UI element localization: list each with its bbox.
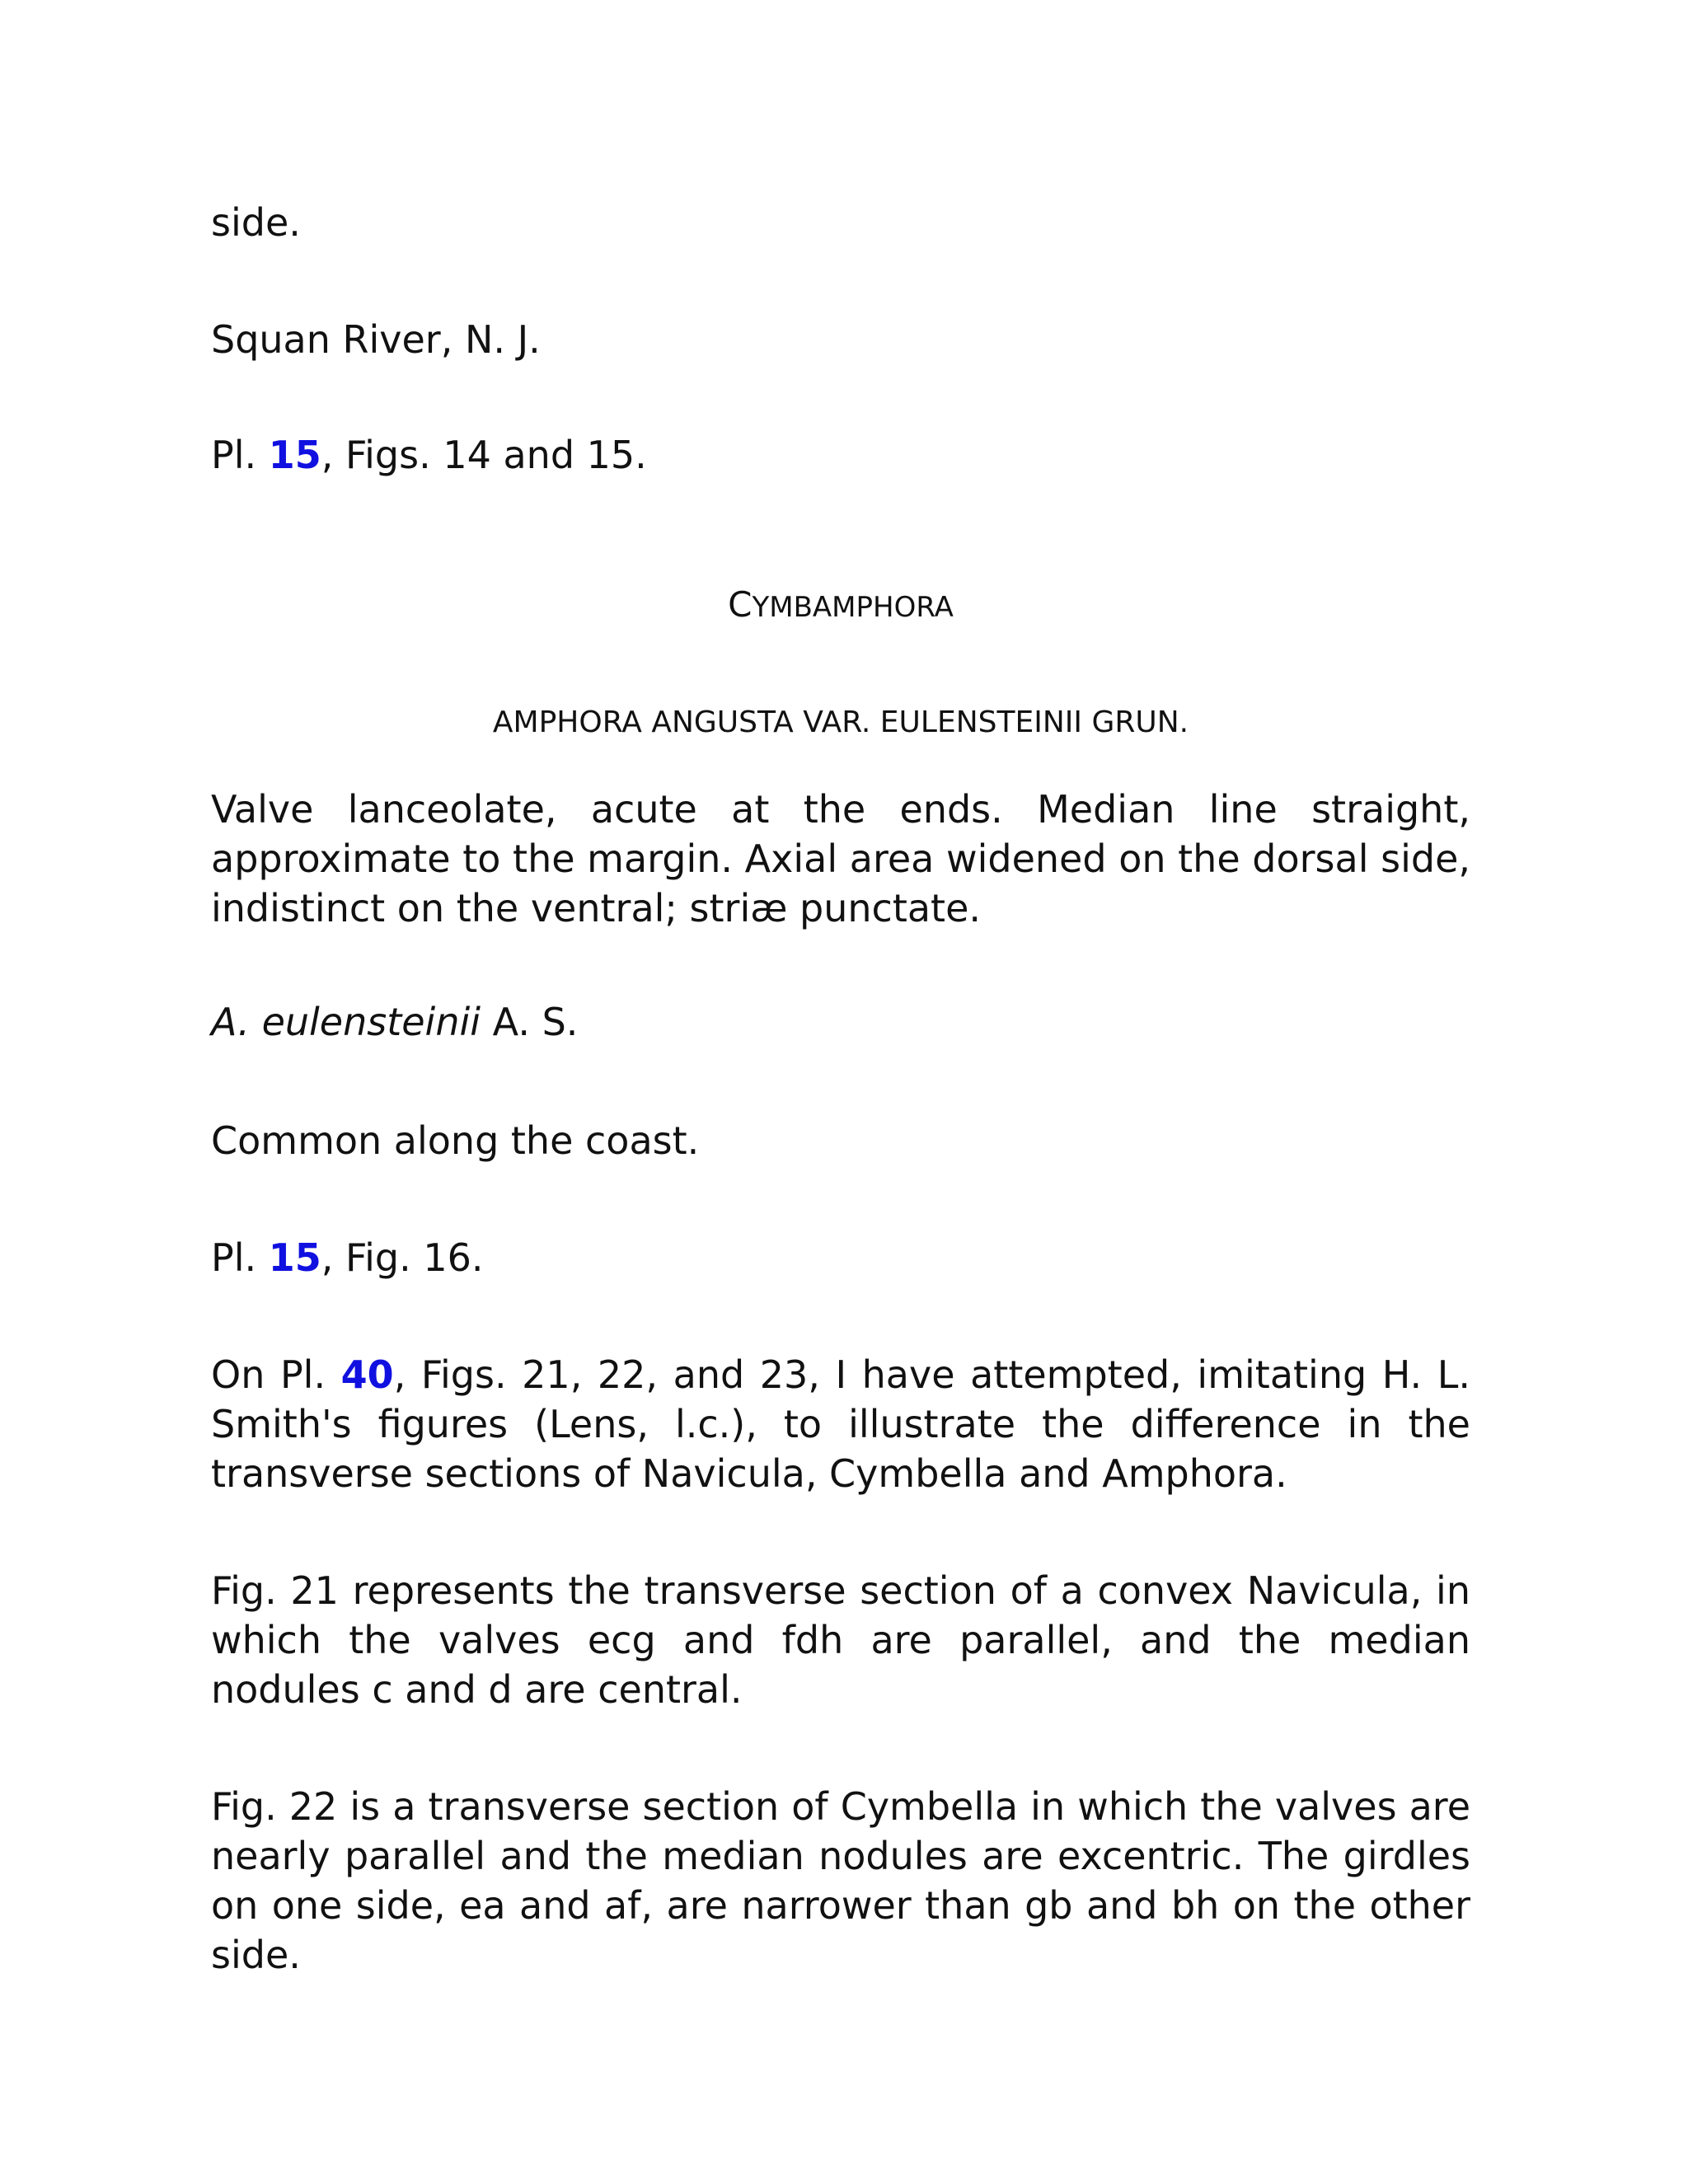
locality-line xyxy=(211,315,1470,364)
transverse-sections-paragraph xyxy=(211,1350,1470,1498)
fig22-paragraph xyxy=(211,1782,1470,1980)
plate-reference-2 xyxy=(211,1233,1470,1282)
species-description-text: Valve lanceolate, acute at the ends. Median line straight, approximate to the margin. Axial area widened on the dorsal side, indistinct on the ventral; striæ punctate. xyxy=(211,787,1470,930)
plate-link-15-second[interactable]: 15 xyxy=(268,1235,321,1280)
species-heading-text: AMPHORA ANGUSTA VAR. EULENSTEINII GRUN. xyxy=(492,705,1189,739)
genus-heading xyxy=(211,582,1470,630)
transverse-sections-text: , Figs. 21, 22, and 23, I have attempted, imitating H. L. Smith's figures (Lens, l.c.), to illustrate the difference in the transverse sections of Navicula, Cymbella and Amphora. xyxy=(211,1352,1470,1496)
continuation-text: side. xyxy=(211,200,301,245)
species-heading xyxy=(211,702,1470,743)
synonym-name: A. eulensteinii xyxy=(211,1000,481,1044)
synonym-author: A. S. xyxy=(481,1000,579,1044)
locality-text-2: Common along the coast. xyxy=(211,1118,700,1163)
transverse-sections-prefix: On Pl. xyxy=(211,1352,341,1397)
continuation-line xyxy=(211,198,1470,247)
locality-line-2 xyxy=(211,1116,1470,1165)
species-description xyxy=(211,785,1470,933)
plate-reference-suffix: , Figs. 14 and 15. xyxy=(321,433,647,477)
locality-text: Squan River, N. J. xyxy=(211,317,541,362)
fig22-text: Fig. 22 is a transverse section of Cymbella in which the valves are nearly parallel and the median nodules are excentric. The girdles on one side, ea and af, are narrower than gb and bh on the other side. xyxy=(211,1784,1470,1977)
plate-reference-2-suffix: , Fig. 16. xyxy=(321,1235,484,1280)
plate-link-15[interactable]: 15 xyxy=(268,433,321,477)
plate-reference-2-prefix: Pl. xyxy=(211,1235,269,1280)
plate-reference xyxy=(211,430,1470,480)
fig21-paragraph xyxy=(211,1566,1470,1714)
plate-link-40[interactable]: 40 xyxy=(340,1352,394,1397)
synonym-line xyxy=(211,997,1470,1047)
plate-reference-prefix: Pl. xyxy=(211,433,269,477)
genus-heading-rest: YMBAMPHORA xyxy=(752,591,954,624)
fig21-text: Fig. 21 represents the transverse section of a convex Navicula, in which the valves ecg and fdh are parallel, and the median nodules c and d are central. xyxy=(211,1568,1470,1712)
genus-heading-initial: C xyxy=(728,584,753,625)
